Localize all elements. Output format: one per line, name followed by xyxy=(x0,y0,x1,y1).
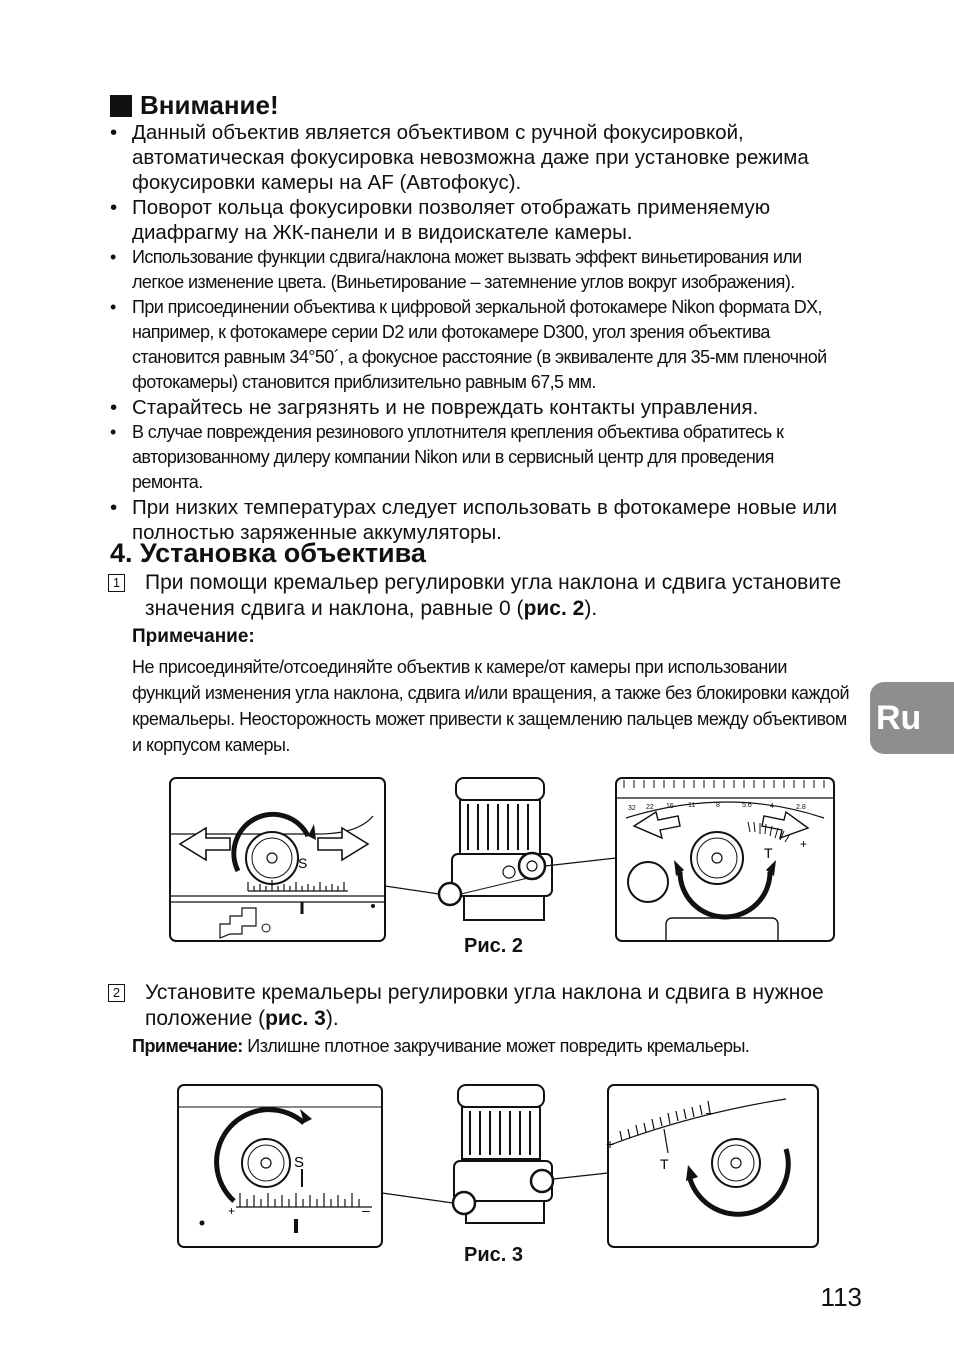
svg-text:2.8: 2.8 xyxy=(796,804,806,811)
warning-heading xyxy=(110,90,279,121)
figure-3-caption: Рис. 3 xyxy=(464,1244,523,1266)
note-text: Не присоединяйте/отсоединяйте объектив к камере/от камеры при использовании функций изменения угла наклона, сдвига и/или вращения, а также без блокировки каждой кремальеры. Неосторожность может привести к защемлению пальцев между объективом и корпусом камеры. xyxy=(132,657,850,755)
svg-text:T: T xyxy=(764,845,773,861)
svg-text:+: + xyxy=(800,837,808,851)
step-number-box: 1 xyxy=(108,574,125,592)
figure-2-illustration xyxy=(168,776,836,944)
step-number-box: 2 xyxy=(108,984,125,1002)
note-text: Излишне плотное закручивание может повредить кремальеры. xyxy=(247,1036,750,1056)
warning-bullet-list xyxy=(108,120,848,545)
warning-title: Внимание! xyxy=(140,90,279,120)
svg-text:8: 8 xyxy=(716,802,720,809)
svg-text:+: + xyxy=(606,1136,615,1152)
page-number: 113 xyxy=(820,1282,862,1312)
svg-text:S: S xyxy=(294,1154,305,1171)
svg-text:S: S xyxy=(298,855,308,871)
step-2-text: Установите кремальеры регулировки угла наклона и сдвига в нужное положение (рис. 3). xyxy=(145,981,824,1030)
list-item: • При низких температурах следует использовать в фотокамере новые или полностью заряженные аккумуляторы. xyxy=(108,495,848,545)
figure-3 xyxy=(176,1083,820,1251)
figure-2 xyxy=(168,776,836,944)
step-2 xyxy=(108,980,853,1032)
lens-side-view xyxy=(382,1085,608,1223)
figure-3-illustration xyxy=(176,1083,820,1251)
svg-text:4: 4 xyxy=(770,803,774,810)
note-row xyxy=(132,1036,852,1057)
section-title: 4. Установка объектива xyxy=(110,538,426,568)
language-tab: Ru xyxy=(870,682,954,754)
note-label: Примечание: xyxy=(132,626,255,647)
list-item: • Данный объектив является объективом с ручной фокусировкой, автоматическая фокусировка невозможна даже при установке режима фокусировки камеры на AF (Автофокус). xyxy=(108,120,848,195)
tilt-scale-closeup xyxy=(606,1085,818,1247)
step-1-text: При помощи кремальер регулировки угла наклона и сдвига установите значения сдвига и наклона, равные 0 (рис. 2). xyxy=(145,571,842,620)
list-item: • При присоединении объектива к цифровой зеркальной фотокамере Nikon формата DX, например, к фотокамере серии D2 или фотокамере D300, угол зрения объектива становится равным 34°50´, а фокусное расстояние (в эквиваленте для 35-мм пленочной фотокамеры) становится приблизительно равным 67,5 мм. xyxy=(108,295,848,395)
figure-reference: рис. 2 xyxy=(523,597,585,620)
list-item: • Поворот кольца фокусировки позволяет отображать применяемую диафрагму на ЖК-панели и в видоискателе камеры. xyxy=(108,195,848,245)
lens-side-view xyxy=(385,778,616,920)
svg-text:–: – xyxy=(362,1202,370,1218)
list-item: • Использование функции сдвига/наклона может вызвать эффект виньетирования или легкое изменение цвета. (Виньетирование – затемнение углов вокруг изображения). xyxy=(108,245,848,295)
svg-text:T: T xyxy=(660,1156,669,1172)
svg-text:–: – xyxy=(706,1104,714,1120)
svg-text:22: 22 xyxy=(646,804,654,811)
figure-2-caption: Рис. 2 xyxy=(464,935,523,957)
step-1 xyxy=(108,570,853,622)
shift-knob-closeup xyxy=(170,778,385,941)
svg-text:16: 16 xyxy=(666,803,674,810)
svg-text:+: + xyxy=(228,1204,236,1218)
note-label: Примечание: xyxy=(132,1036,243,1056)
svg-text:11: 11 xyxy=(688,802,696,809)
shift-scale-closeup xyxy=(178,1085,382,1247)
svg-text:32: 32 xyxy=(628,805,636,812)
list-item: • В случае повреждения резинового уплотнителя крепления объектива обратитесь к авторизованному дилеру компании Nikon или в сервисный центр для проведения ремонта. xyxy=(108,420,848,495)
square-bullet-icon xyxy=(110,95,132,117)
figure-reference: рис. 3 xyxy=(265,1007,326,1030)
svg-text:5.6: 5.6 xyxy=(742,802,752,809)
tilt-knob-closeup xyxy=(616,778,834,941)
list-item: • Старайтесь не загрязнять и не повреждать контакты управления. xyxy=(108,395,848,420)
